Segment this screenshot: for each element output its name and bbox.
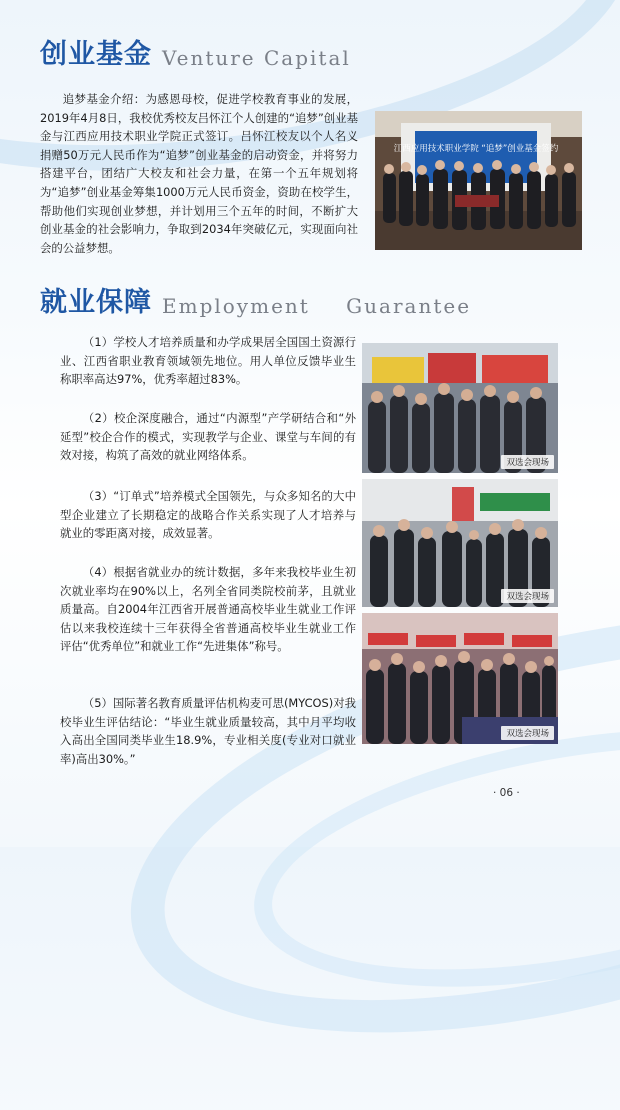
photo-caption: 双选会现场 [501, 455, 554, 469]
job-fair-photo [362, 343, 558, 473]
job-fair-photo [362, 613, 558, 744]
signing-ceremony-photo [375, 111, 582, 250]
employment-point-4: （4）根据省就业办的统计数据，多年来我校毕业生初次就业率均在90%以上，名列全省同类院校前茅，且就业质量高。自2004年江西省开展普通高校毕业生就业工作评估以来我校连续十三年获得全省普通高校毕业生就业工作评估“优秀单位”和就业工作“先进集体”称号。 [60, 565, 356, 654]
employment-point-5: （5）国际著名教育质量评估机构麦可思(MYCOS)对我校毕业生评估结论：“毕业生就业质量较高，其中月平均收入高出全国同类毕业生18.9%，专业相关度(专业对口就业率)高出30%。” [60, 696, 356, 766]
venture-title-zh: 创业基金 [40, 39, 152, 70]
banner-text: 江西应用技术职业学院 “追梦”创业基金签约 [393, 144, 559, 154]
employment-point-3: （3）“订单式”培养模式全国领先，与众多知名的大中型企业建立了长期稳定的战略合作关系实现了人才培养与就业的零距离对接，成效显著。 [60, 489, 356, 541]
photo-caption: 双选会现场 [501, 589, 554, 603]
venture-intro-paragraph: 追梦基金介绍：为感恩母校，促进学校教育事业的发展，2019年4月8日，我校优秀校友吕怀江个人创建的“追梦”创业基金与江西应用技术职业学院正式签订。吕怀江校友以个人名义捐赠50万元人民币作为“追梦”创业基金的启动资金，并将努力搭建平台，团结广大校友和社会力量，在第一个五年规划将为“追梦”创业基金筹集1000万元人民币资金，资助在校学生，帮助他们实现创业梦想，并计划用三个五年的时间，不断扩大创业基金的社会影响力，争取到2034年突破亿元，实现面向社会的公益梦想。 [40, 92, 358, 255]
employment-title-zh: 就业保障 [40, 287, 152, 318]
employment-title-en: Employment Guarantee [162, 294, 472, 318]
venture-title-en: Venture Capital [162, 46, 351, 70]
employment-point-1: （1）学校人才培养质量和办学成果居全国国土资源行业、江西省职业教育领域领先地位。用人单位反馈毕业生称职率高达97%，优秀率超过83%。 [60, 335, 356, 387]
job-fair-photo [362, 479, 558, 607]
employment-heading [40, 289, 471, 316]
page-number: · 06 · [493, 787, 520, 799]
photo-caption: 双选会现场 [501, 726, 554, 740]
employment-point-2: （2）校企深度融合，通过“内源型”产学研结合和“外延型”校企合作的模式，实现教学与企业、课堂与车间的有效对接，构筑了高效的就业网络体系。 [60, 411, 356, 463]
venture-heading [40, 41, 351, 68]
